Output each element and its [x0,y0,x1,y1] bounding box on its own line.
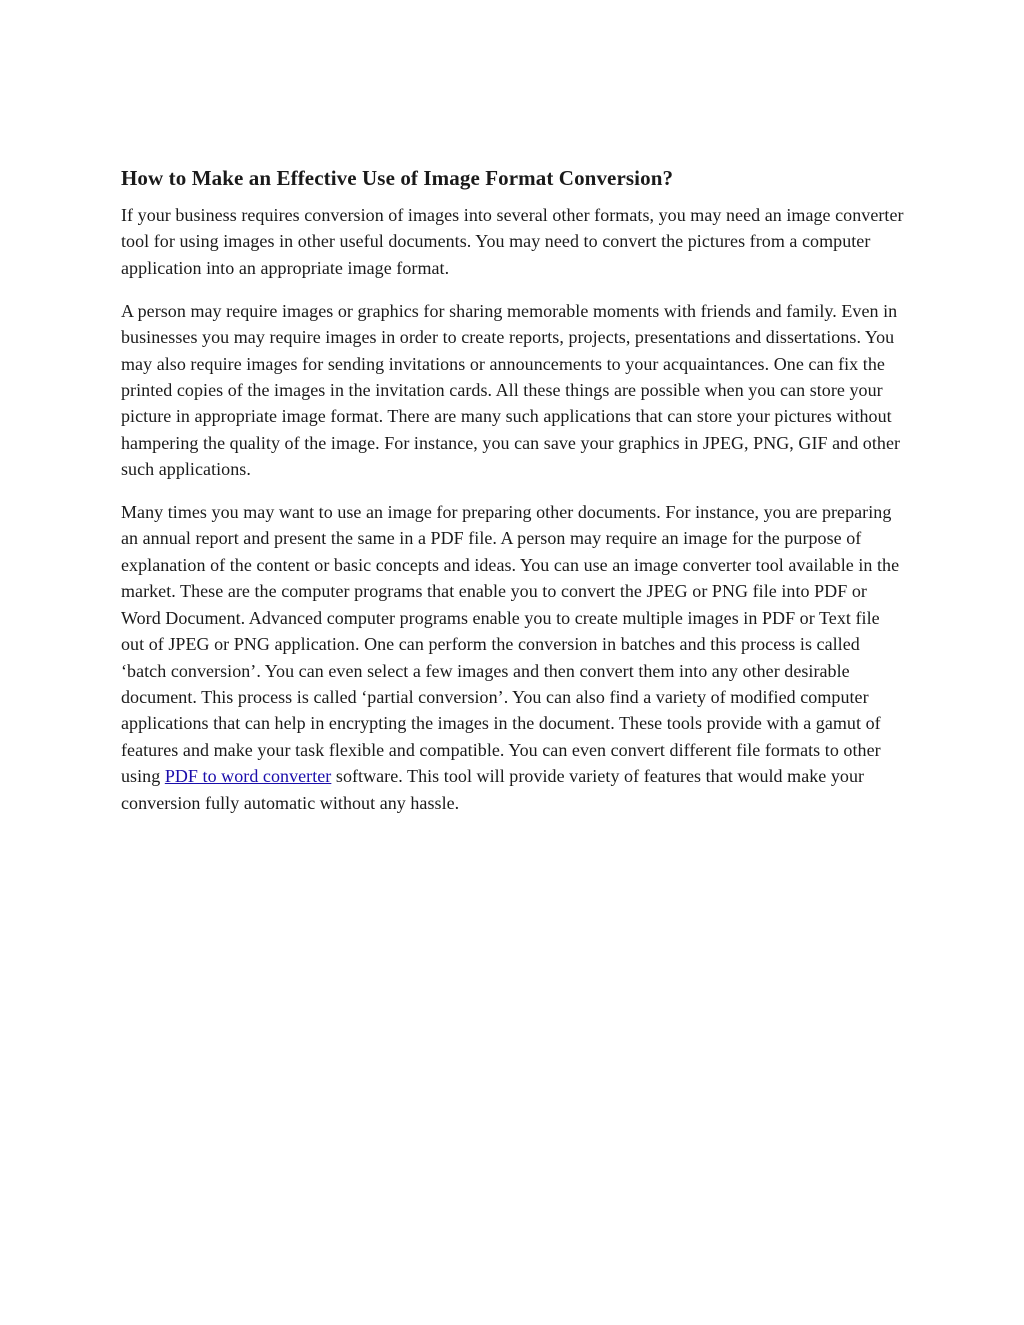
paragraph-converter-tools [121,499,905,816]
document-body [121,163,905,832]
paragraph-graphics-uses: A person may require images or graphics for sharing memorable moments with friends and family. Even in businesses you may require images in order to create reports, projects, presentations and dissertations. You may also require images for sending invitations or announcements to your acquaintances. One can fix the printed copies of the images in the invitation cards. All these things are possible when you can store your picture in appropriate image format. There are many such applications that can store your pictures without hampering the quality of the image. For instance, you can save your graphics in JPEG, PNG, GIF and other such applications. [121,300,901,480]
pdf-to-word-converter-link[interactable]: PDF to word converter [164,766,332,787]
paragraph-text-before-link: Many times you may want to use an image for preparing other documents. For instance, you are preparing an annual report and present the same in a PDF file. A person may require an image for the purpose of explanation of the content or basic concepts and ideas. You can use an image converter tool available in the market. These are the computer programs that enable you to convert the JPEG or PNG file into PDF or Word Document. Advanced computer programs enable you to create multiple images in PDF or Text file out of JPEG or PNG application. One can perform the conversion in batches and this process is called ‘batch conversion’. You can even select a few images and then convert them into any other desirable document. This process is called ‘partial conversion’. You can also find a variety of modified computer applications that can help in encrypting the images in the document. These tools provide with a gamut of features and make your task flexible and compatible. You can even convert different file formats to other using [121,502,900,787]
paragraph-text-after-link: software. This tool will provide variety of features that would make your conversion fully automatic without any hassle. [121,766,865,813]
paragraph-intro: If your business requires conversion of images into several other formats, you may need an image converter tool for using images in other useful documents. You may need to convert the pictures from a computer application into an appropriate image format. [121,205,904,278]
page-title: How to Make an Effective Use of Image Format Conversion? [121,166,674,190]
